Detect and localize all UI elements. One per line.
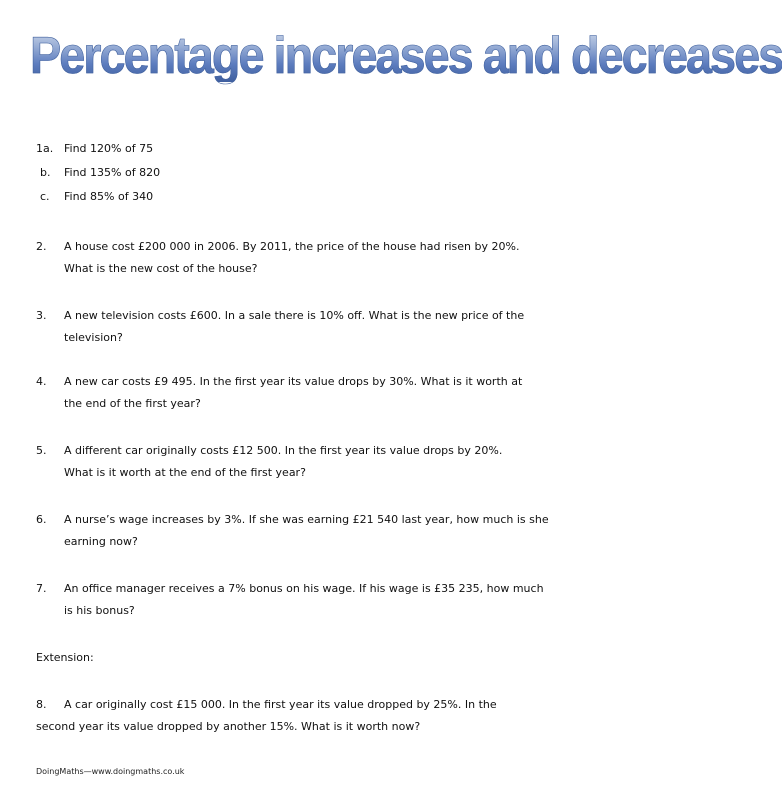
question-1b-label: b. [40,166,51,179]
footer-credit: DoingMaths—www.doingmaths.co.uk [36,767,185,776]
question-text-line1: A different car originally costs £12 500. In the first year its value drops by 20%. [64,444,503,457]
question-number: 8. [36,698,47,711]
question-text-line1: A car originally cost £15 000. In the first year its value dropped by 25%. In the [64,698,497,711]
question-text-line1: A new television costs £600. In a sale there is 10% off. What is the new price of the [64,309,525,322]
question-number: 2. [36,240,47,253]
question-8 [36,694,526,738]
question-text-line2: the end of the first year? [64,397,201,410]
question-1a-text: Find 120% of 75 [64,142,154,155]
question-text-line1: A new car costs £9 495. In the first year its value drops by 30%. What is it worth at [64,375,523,388]
page-title: Percentage increases and decreases [30,27,782,85]
question-text-line2: What is the new cost of the house? [64,262,258,275]
question-text-line2: What is it worth at the end of the first year? [64,466,306,479]
question-text-line1: A house cost £200 000 in 2006. By 2011, the price of the house had risen by 20%. [64,240,520,253]
question-text-line1: An office manager receives a 7% bonus on his wage. If his wage is £35 235, how much [64,582,544,595]
question-number: 6. [36,513,47,526]
question-number: 7. [36,582,47,595]
question-1c-text: Find 85% of 340 [64,190,154,203]
question-1b [36,162,160,184]
question-text-line2: second year its value dropped by another 15%. What is it worth now? [36,720,421,733]
question-text-line2: earning now? [64,535,138,548]
question-1c [36,186,153,208]
question-1b-text: Find 135% of 820 [64,166,161,179]
question-text-line2: is his bonus? [64,604,135,617]
question-number: 5. [36,444,47,457]
question-number: 3. [36,309,47,322]
question-1a-label: 1a. [36,142,54,155]
question-1a [36,138,153,160]
question-text-line1: A nurse’s wage increases by 3%. If she was earning £21 540 last year, how much is she [64,513,549,526]
question-number: 4. [36,375,47,388]
question-1c-label: c. [40,190,50,203]
question-text-line2: television? [64,331,123,344]
extension-heading: Extension: [36,651,94,664]
